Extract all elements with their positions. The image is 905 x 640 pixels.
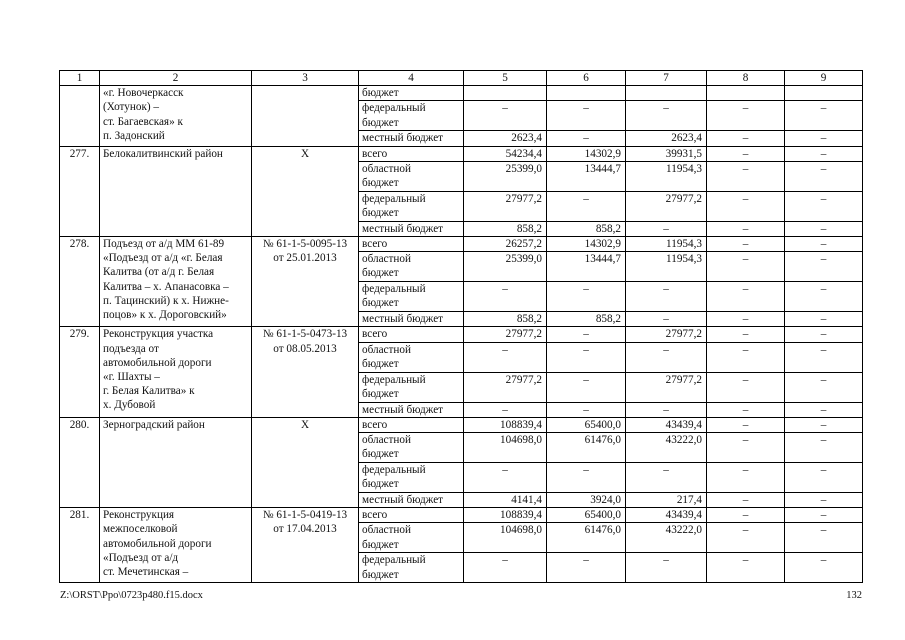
budget-source-cell <box>359 327 464 342</box>
value-cell: 27977,2 <box>626 327 707 342</box>
value-cell <box>707 86 785 101</box>
budget-source-cell <box>359 237 464 252</box>
column-header: 5 <box>464 71 547 86</box>
budget-source-cell <box>359 463 464 493</box>
budget-source: федеральный <box>362 373 426 386</box>
value-cell: 858,2 <box>547 221 626 236</box>
value-cell: 104698,0 <box>464 433 547 463</box>
row-number: 281. <box>60 508 100 583</box>
value-cell: – <box>707 191 785 221</box>
value-cell: 25399,0 <box>464 252 547 282</box>
value-cell: – <box>785 252 863 282</box>
budget-source: областной <box>362 524 411 537</box>
budget-source-cell <box>359 493 464 508</box>
budget-source: областной <box>362 343 411 356</box>
value-cell: – <box>785 161 863 191</box>
value-cell: – <box>707 508 785 523</box>
value-cell: – <box>626 463 707 493</box>
value-cell: – <box>707 342 785 372</box>
column-header: 4 <box>359 71 464 86</box>
value-cell: – <box>464 342 547 372</box>
value-cell: – <box>707 493 785 508</box>
column-header: 9 <box>785 71 863 86</box>
budget-source: бюджет <box>362 538 399 551</box>
value-cell: – <box>707 433 785 463</box>
row-number <box>60 86 100 146</box>
value-cell: 104698,0 <box>464 523 547 553</box>
budget-source-cell <box>359 131 464 146</box>
budget-source: федеральный <box>362 554 426 567</box>
budget-source: всего <box>362 147 388 160</box>
footer-page-number: 132 <box>846 590 862 601</box>
object-code <box>252 86 359 146</box>
budget-source-cell <box>359 417 464 432</box>
value-cell: 61476,0 <box>547 433 626 463</box>
budget-source: всего <box>362 509 388 522</box>
object-code: № 61-1-5-0095-13 от 25.01.2013 <box>252 237 359 327</box>
value-cell: – <box>707 312 785 327</box>
value-cell: 858,2 <box>464 312 547 327</box>
object-name: Реконструкция участка подъезда от автомобильной дороги «г. Шахты – г. Белая Калитва» к х. Дубовой <box>100 327 252 417</box>
value-cell: 61476,0 <box>547 523 626 553</box>
budget-source: бюджет <box>362 116 399 129</box>
budget-source-cell <box>359 553 464 583</box>
value-cell: – <box>626 312 707 327</box>
table-header-row <box>60 71 863 86</box>
value-cell: 43439,4 <box>626 417 707 432</box>
value-cell: 14302,9 <box>547 146 626 161</box>
budget-source: местный бюджет <box>362 494 444 507</box>
value-cell: 13444,7 <box>547 161 626 191</box>
row-number: 280. <box>60 417 100 507</box>
value-cell: – <box>707 161 785 191</box>
value-cell: 108839,4 <box>464 417 547 432</box>
value-cell: – <box>707 372 785 402</box>
value-cell: 14302,9 <box>547 237 626 252</box>
value-cell: – <box>785 101 863 131</box>
value-cell: 27977,2 <box>626 372 707 402</box>
budget-source: бюджет <box>362 478 399 491</box>
value-cell: 13444,7 <box>547 252 626 282</box>
budget-source: местный бюджет <box>362 313 444 326</box>
table-row <box>60 327 863 342</box>
table-row <box>60 417 863 432</box>
value-cell: – <box>707 402 785 417</box>
value-cell: 4141,4 <box>464 493 547 508</box>
column-header: 2 <box>100 71 252 86</box>
budget-source: бюджет <box>362 568 399 581</box>
value-cell: – <box>785 237 863 252</box>
budget-source: федеральный <box>362 464 426 477</box>
table-row <box>60 237 863 252</box>
value-cell: – <box>707 463 785 493</box>
value-cell: – <box>547 402 626 417</box>
object-name: Белокалитвинский район <box>100 146 252 236</box>
value-cell: – <box>547 282 626 312</box>
budget-source: всего <box>362 418 388 431</box>
object-name: «г. Новочеркасск (Хотунок) – ст. Багаевская» к п. Задонский <box>100 86 252 146</box>
budget-source-cell <box>359 101 464 131</box>
table-row <box>60 508 863 523</box>
budget-source-cell <box>359 402 464 417</box>
budget-source-cell <box>359 342 464 372</box>
value-cell: – <box>707 237 785 252</box>
value-cell: – <box>785 508 863 523</box>
value-cell: 27977,2 <box>464 327 547 342</box>
value-cell: – <box>785 131 863 146</box>
footer-file-path: Z:\ORST\Ppo\0723p480.f15.docx <box>60 590 203 601</box>
column-header: 6 <box>547 71 626 86</box>
budget-source: бюджет <box>362 207 399 220</box>
budget-source-cell <box>359 312 464 327</box>
value-cell <box>785 86 863 101</box>
budget-table <box>59 70 863 583</box>
budget-source-cell <box>359 221 464 236</box>
value-cell: – <box>626 402 707 417</box>
value-cell: – <box>785 523 863 553</box>
row-number: 279. <box>60 327 100 417</box>
budget-source-cell <box>359 508 464 523</box>
budget-source: областной <box>362 162 411 175</box>
value-cell <box>626 86 707 101</box>
value-cell: – <box>547 463 626 493</box>
object-name: Реконструкция межпоселковой автомобильной дороги «Подъезд от а/д ст. Мечетинская – <box>100 508 252 583</box>
value-cell: – <box>547 131 626 146</box>
value-cell: – <box>785 191 863 221</box>
value-cell: – <box>707 523 785 553</box>
budget-source: федеральный <box>362 283 426 296</box>
value-cell <box>547 86 626 101</box>
column-header: 8 <box>707 71 785 86</box>
value-cell: – <box>626 553 707 583</box>
object-name: Зерноградский район <box>100 417 252 507</box>
value-cell: – <box>707 282 785 312</box>
value-cell: – <box>707 101 785 131</box>
value-cell: 2623,4 <box>464 131 547 146</box>
table-row <box>60 146 863 161</box>
value-cell: 858,2 <box>464 221 547 236</box>
budget-source-cell <box>359 372 464 402</box>
value-cell: – <box>464 553 547 583</box>
value-cell: – <box>626 342 707 372</box>
value-cell: – <box>547 327 626 342</box>
value-cell: 11954,3 <box>626 252 707 282</box>
value-cell: – <box>464 402 547 417</box>
budget-source: бюджет <box>362 357 399 370</box>
value-cell: – <box>707 221 785 236</box>
budget-source: бюджет <box>362 177 399 190</box>
value-cell: – <box>626 101 707 131</box>
value-cell: 43439,4 <box>626 508 707 523</box>
budget-source: бюджет <box>362 448 399 461</box>
budget-source: областной <box>362 253 411 266</box>
budget-source-cell <box>359 433 464 463</box>
value-cell: 43222,0 <box>626 433 707 463</box>
budget-source: федеральный <box>362 102 426 115</box>
value-cell: – <box>547 191 626 221</box>
value-cell: 27977,2 <box>464 372 547 402</box>
value-cell: – <box>464 101 547 131</box>
budget-source: всего <box>362 328 388 341</box>
value-cell: – <box>785 463 863 493</box>
budget-source-cell <box>359 252 464 282</box>
value-cell: – <box>707 252 785 282</box>
object-code: Х <box>252 417 359 507</box>
value-cell: – <box>464 282 547 312</box>
budget-source-cell <box>359 191 464 221</box>
value-cell: – <box>785 146 863 161</box>
budget-source-cell <box>359 146 464 161</box>
column-header: 3 <box>252 71 359 86</box>
value-cell: – <box>707 131 785 146</box>
budget-source-cell <box>359 86 464 101</box>
value-cell: 3924,0 <box>547 493 626 508</box>
value-cell: 27977,2 <box>464 191 547 221</box>
value-cell: – <box>785 402 863 417</box>
value-cell: – <box>785 417 863 432</box>
value-cell: 25399,0 <box>464 161 547 191</box>
value-cell: 26257,2 <box>464 237 547 252</box>
value-cell: – <box>785 221 863 236</box>
object-code: Х <box>252 146 359 236</box>
value-cell: 27977,2 <box>626 191 707 221</box>
budget-source-cell <box>359 523 464 553</box>
object-name: Подъезд от а/д ММ 61-89 «Подъезд от а/д «г. Белая Калитва (от а/д г. Белая Калитва – х. Апанасовка – п. Тацинский) к х. Нижне- поцов» к х. Дороговский» <box>100 237 252 327</box>
budget-source: федеральный <box>362 192 426 205</box>
value-cell: 858,2 <box>547 312 626 327</box>
value-cell: – <box>785 493 863 508</box>
budget-source: бюджет <box>362 87 399 100</box>
budget-source: бюджет <box>362 387 399 400</box>
column-header: 7 <box>626 71 707 86</box>
object-code: № 61-1-5-0419-13 от 17.04.2013 <box>252 508 359 583</box>
value-cell: – <box>547 101 626 131</box>
budget-source: областной <box>362 434 411 447</box>
value-cell: – <box>785 342 863 372</box>
value-cell: – <box>785 312 863 327</box>
value-cell: – <box>785 433 863 463</box>
table-row <box>60 86 863 101</box>
value-cell: 65400,0 <box>547 508 626 523</box>
value-cell: 108839,4 <box>464 508 547 523</box>
budget-source-cell <box>359 161 464 191</box>
value-cell: – <box>547 553 626 583</box>
value-cell: 217,4 <box>626 493 707 508</box>
budget-source: местный бюджет <box>362 132 444 145</box>
value-cell: – <box>626 221 707 236</box>
budget-source: бюджет <box>362 267 399 280</box>
value-cell: 11954,3 <box>626 161 707 191</box>
value-cell: – <box>707 146 785 161</box>
value-cell: 11954,3 <box>626 237 707 252</box>
value-cell: 2623,4 <box>626 131 707 146</box>
value-cell: 65400,0 <box>547 417 626 432</box>
value-cell: – <box>707 417 785 432</box>
value-cell: – <box>626 282 707 312</box>
value-cell: – <box>785 553 863 583</box>
value-cell <box>464 86 547 101</box>
object-code: № 61-1-5-0473-13 от 08.05.2013 <box>252 327 359 417</box>
value-cell: – <box>785 372 863 402</box>
value-cell: – <box>547 342 626 372</box>
value-cell: 39931,5 <box>626 146 707 161</box>
budget-source: местный бюджет <box>362 222 444 235</box>
value-cell: 54234,4 <box>464 146 547 161</box>
value-cell: 43222,0 <box>626 523 707 553</box>
value-cell: – <box>785 282 863 312</box>
budget-source: местный бюджет <box>362 403 444 416</box>
value-cell: – <box>707 553 785 583</box>
value-cell: – <box>707 327 785 342</box>
budget-source: бюджет <box>362 297 399 310</box>
budget-source-cell <box>359 282 464 312</box>
row-number: 278. <box>60 237 100 327</box>
value-cell: – <box>785 327 863 342</box>
budget-source: всего <box>362 238 388 251</box>
value-cell: – <box>547 372 626 402</box>
column-header: 1 <box>60 71 100 86</box>
value-cell: – <box>464 463 547 493</box>
row-number: 277. <box>60 146 100 236</box>
